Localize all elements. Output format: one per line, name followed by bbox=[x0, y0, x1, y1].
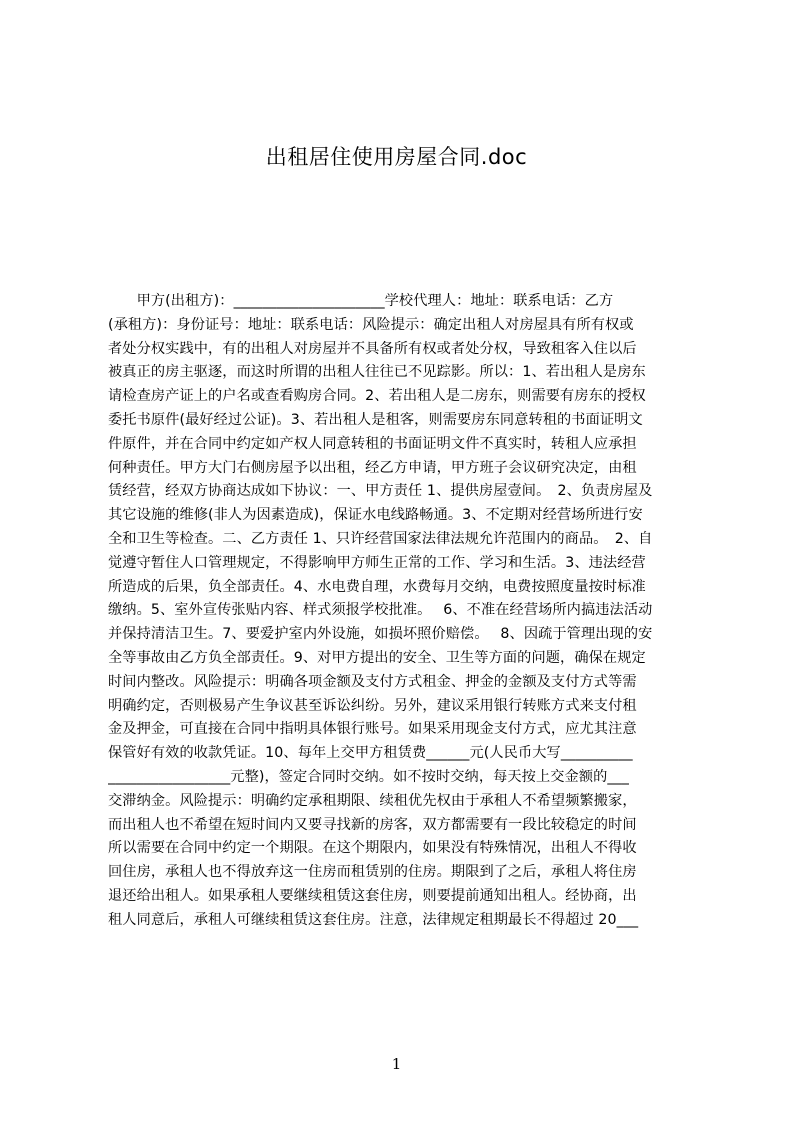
body-line: 其它设施的维修(非人为因素造成)，保证水电线路畅通。3、不定期对经营场所进行安 bbox=[108, 507, 643, 524]
body-line: 甲方(出租方)：_____________________学校代理人：地址：联系电话：乙方 bbox=[108, 293, 614, 309]
body-line: 委托书原件(最好经过公证)。3、若出租人是租客，则需要房东同意转租的书面证明文 bbox=[108, 411, 643, 428]
body-line: 被真正的房主驱逐，而这时所谓的出租人往往已不见踪影。所以：1、若出租人是房东 bbox=[108, 364, 646, 381]
body-line: 退还给出租人。如果承租人要继续租赁这套住房，则要提前通知出租人。经协商，出 bbox=[108, 887, 637, 904]
body-line: 赁经营，经双方协商达成如下协议：一、甲方责任 1、提供房屋壹间。 2、负责房屋及 bbox=[108, 483, 653, 500]
body-line: 租人同意后，承租人可继续租赁这套住房。注意，法律规定租期最长不得超过 20___ bbox=[108, 911, 639, 928]
page-number: 1 bbox=[391, 1055, 402, 1073]
body-line: 全和卫生等检查。二、乙方责任 1、只许经营国家法律法规允许范围内的商品。 2、自 bbox=[108, 530, 653, 547]
body-line: 所以需要在合同中约定一个期限。在这个期限内，如果没有特殊情况，出租人不得收 bbox=[108, 840, 637, 857]
body-line: 全等事故由乙方负全部责任。9、对甲方提出的安全、卫生等方面的问题，确保在规定 bbox=[108, 649, 646, 666]
body-line: 缴纳。5、室外宣传张贴内容、样式须报学校批准。 6、不准在经营场所内搞违法活动 bbox=[108, 602, 653, 619]
body-line: _________________元整)，签定合同时交纳。如不按时交纳，每天按上交金额的___ bbox=[108, 768, 629, 785]
body-line: 请检查房产证上的户名或查看购房合同。2、若出租人是二房东，则需要有房东的授权 bbox=[108, 388, 646, 405]
body-line: 回住房，承租人也不得放弃这一住房而租赁别的住房。期限到了之后，承租人将住房 bbox=[108, 864, 637, 881]
body-line: 明确约定，否则极易产生争议甚至诉讼纠纷。另外，建议采用银行转账方式来支付租 bbox=[108, 697, 637, 714]
body-line: 觉遵守暂住人口管理规定，不得影响甲方师生正常的工作、学习和生活。3、违法经营 bbox=[108, 554, 646, 571]
body-line: 并保持清洁卫生。7、要爱护室内外设施，如损坏照价赔偿。 8、因疏于管理出现的安 bbox=[108, 626, 653, 643]
body-line: 何种责任。甲方大门右侧房屋予以出租，经乙方申请，甲方班子会议研究决定，由租 bbox=[108, 459, 637, 476]
body-line: 时间内整改。风险提示：明确各项金额及支付方式租金、押金的金额及支付方式等需 bbox=[108, 673, 637, 690]
body-line: 而出租人也不希望在短时间内又要寻找新的房客，双方都需要有一段比较稳定的时间 bbox=[108, 816, 637, 833]
body-line: 金及押金，可直接在合同中指明具体银行账号。如果采用现金支付方式，应尤其注意 bbox=[108, 721, 637, 738]
body-line: (承租方)：身份证号：地址：联系电话：风险提示：确定出租人对房屋具有所有权或 bbox=[108, 316, 634, 333]
body-line: 保管好有效的收款凭证。10、每年上交甲方租赁费______元(人民币大写__________ bbox=[108, 745, 633, 762]
body-line: 交滞纳金。风险提示：明确约定承租期限、续租优先权由于承租人不希望频繁搬家， bbox=[108, 792, 637, 809]
contract-body bbox=[108, 290, 698, 933]
document-title: 出租居住使用房屋合同.doc bbox=[265, 145, 528, 169]
body-line: 件原件，并在合同中约定如产权人同意转租的书面证明文件不真实时，转租人应承担 bbox=[108, 435, 637, 452]
body-line: 者处分权实践中，有的出租人对房屋并不具备所有权或者处分权，导致租客入住以后 bbox=[108, 340, 637, 357]
body-line: 所造成的后果，负全部责任。4、水电费自理，水费每月交纳，电费按照度量按时标准 bbox=[108, 578, 646, 595]
